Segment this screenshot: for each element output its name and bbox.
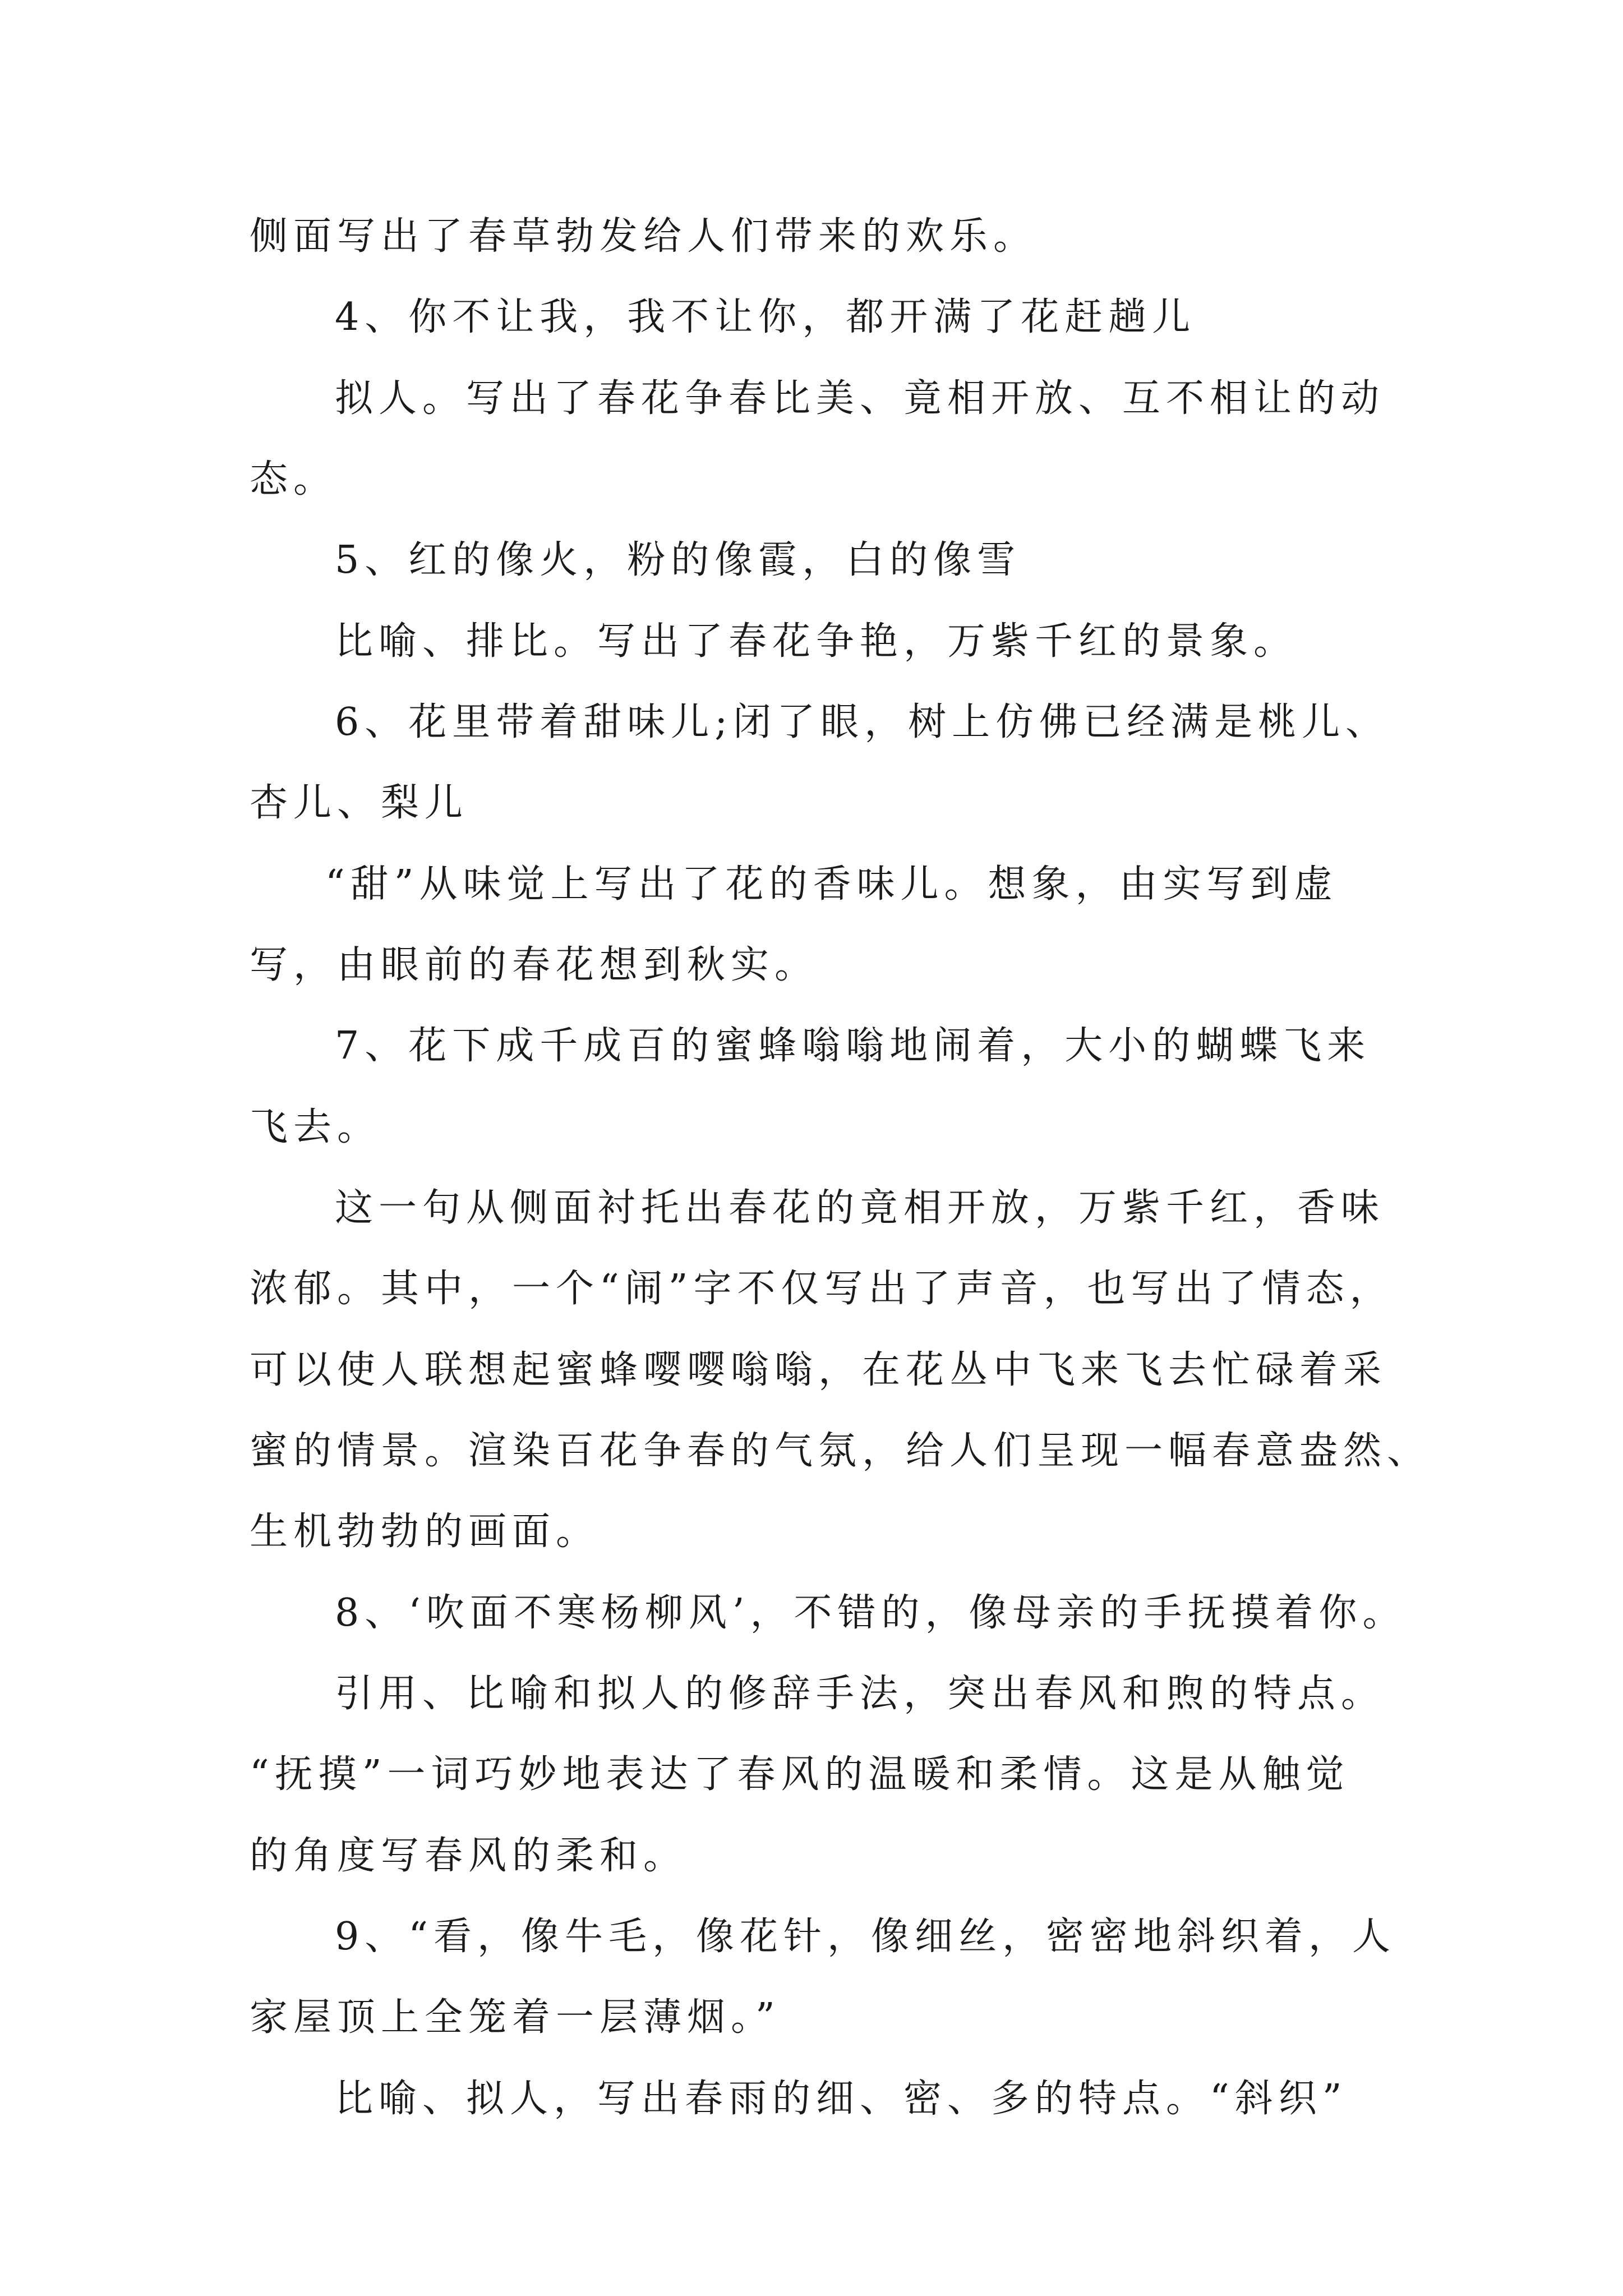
text-line: 写，由眼前的春花想到秋实。 <box>250 943 819 987</box>
text-line: 8、‘吹面不寒杨柳风’，不错的，像母亲的手抚摸着你。 <box>335 1591 1407 1635</box>
text-line: 6、花里带着甜味儿;闭了眼，树上仿佛已经满是桃儿、 <box>335 700 1390 744</box>
text-line: 浓郁。其中，一个“闹”字不仅写出了声音，也写出了情态， <box>250 1267 1394 1311</box>
text-line: 家屋顶上全笼着一层薄烟。” <box>250 1995 781 2040</box>
text-line: 蜜的情景。渲染百花争春的气氛，给人们呈现一幅春意盎然、 <box>250 1429 1431 1473</box>
text-line: 5、红的像火，粉的像霞，白的像雪 <box>335 538 1021 582</box>
text-line: 9、“看，像牛毛，像花针，像细丝，密密地斜织着，人 <box>335 1915 1396 1959</box>
text-line: 引用、比喻和拟人的修辞手法，突出春风和煦的特点。 <box>335 1672 1385 1716</box>
text-line: 4、你不让我，我不让你，都开满了花赶趟儿 <box>335 295 1196 339</box>
text-line: 这一句从侧面衬托出春花的竟相开放，万紫千红，香味 <box>335 1186 1385 1230</box>
text-line: 7、花下成千成百的蜜蜂嗡嗡地闹着，大小的蝴蝶飞来 <box>335 1024 1371 1068</box>
text-line: “甜”从味觉上写出了花的香味儿。想象，由实写到虚 <box>325 862 1338 907</box>
text-line: 可以使人联想起蜜蜂嘤嘤嗡嗡，在花丛中飞来飞去忙碌着采 <box>250 1348 1387 1392</box>
text-line: 态。 <box>250 457 338 501</box>
text-line: 拟人。写出了春花争春比美、竟相开放、互不相让的动 <box>335 376 1385 421</box>
text-line: 比喻、拟人，写出春雨的细、密、多的特点。“斜织” <box>335 2077 1348 2121</box>
text-line: “抚摸”一词巧妙地表达了春风的温暖和柔情。这是从触觉 <box>250 1752 1350 1797</box>
text-line: 侧面写出了春草勃发给人们带来的欢乐。 <box>250 214 1038 259</box>
text-line: 的角度写春风的柔和。 <box>250 1834 688 1878</box>
text-line: 生机勃勃的画面。 <box>250 1510 600 1554</box>
text-line: 比喻、排比。写出了春花争艳，万紫千红的景象。 <box>335 619 1298 664</box>
text-line: 杏儿、梨儿 <box>250 781 469 825</box>
text-line: 飞去。 <box>250 1105 381 1149</box>
